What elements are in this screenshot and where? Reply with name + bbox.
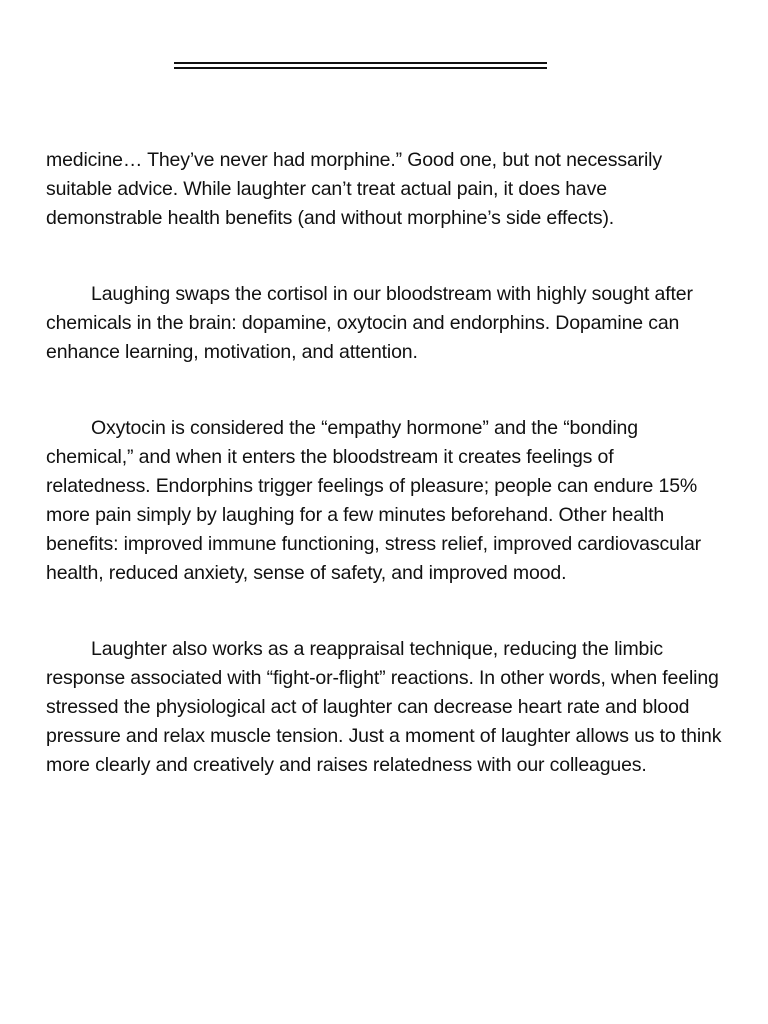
header-double-rule-top <box>174 62 547 64</box>
paragraph-1: medicine… They’ve never had morphine.” Good one, but not necessarily suitable advice. While laughter can’t treat actual pain, it does have demonstrable health benefits (and without morphine’s side effects). <box>46 149 662 229</box>
header-double-rule-bottom <box>174 67 547 69</box>
paragraph-4: Laughter also works as a reappraisal technique, reducing the limbic response associated with “fight-or-flight” reactions. In other words, when feeling stressed the physiological act of laughter can decrease heart rate and blood pressure and relax muscle tension. Just a moment of laughter allows us to think more clearly and creatively and raises relatedness with our colleagues. <box>46 638 722 776</box>
document-body <box>46 146 722 827</box>
paragraph-2: Laughing swaps the cortisol in our bloodstream with highly sought after chemicals in the brain: dopamine, oxytocin and endorphins. Dopamine can enhance learning, motivation, and attention. <box>46 283 693 363</box>
paragraph-3: Oxytocin is considered the “empathy hormone” and the “bonding chemical,” and when it enters the bloodstream it creates feelings of relatedness. Endorphins trigger feelings of pleasure; people can endure 15% more pain simply by laughing for a few minutes beforehand. Other health benefits: improved immune functioning, stress relief, improved cardiovascular health, reduced anxiety, sense of safety, and improved mood. <box>46 417 701 584</box>
